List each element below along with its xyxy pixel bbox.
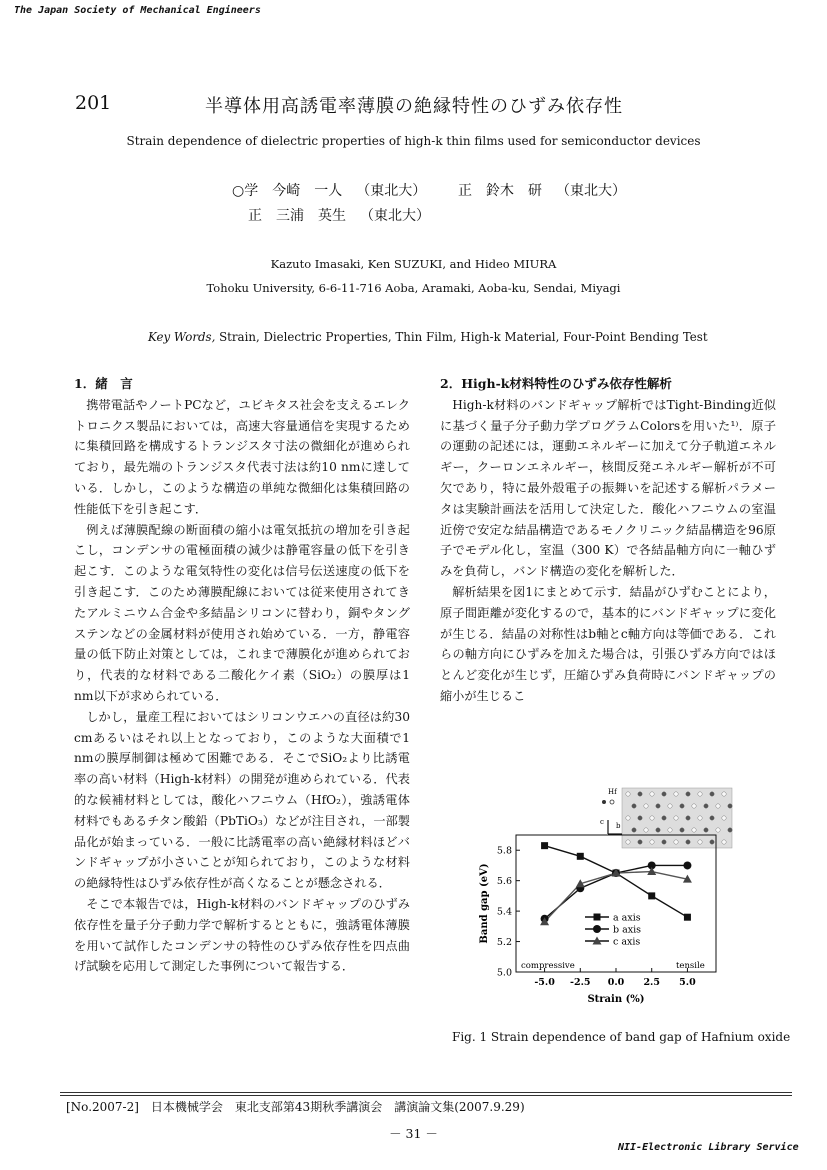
x-tick-label: 2.5 — [643, 977, 660, 988]
crystal-atom — [716, 828, 720, 832]
legend-label: a axis — [613, 912, 641, 924]
hf-atom-icon — [602, 800, 606, 804]
section-1-paragraph-3: しかし，量産工程においてはシリコンウエハの直径は約30 cmあるいはそれ以上となっており，このような大面積で1 nmの膜厚制御は極めて困難である．そこでSiO₂より比誘電率の高い材料（High-k材料）の開発が進められている．代表的な候補材料としては，酸化ハフニウム（HfO₂），強誘電体材料でもあるチタン酸鉛（PbTiO₃）などが注目され，一部製品化が始まっている．一般に比誘電率の高い絶縁材料ほどバンドギャップが小さいことが知られており，このような材料の絶縁特性はひずみ依存性が高くなることが懸念される． — [74, 709, 410, 891]
affiliation-en: Tohoku University, 6-6-11-716 Aoba, Aramaki, Aoba-ku, Sendai, Miyagi — [206, 281, 621, 295]
crystal-atom — [674, 840, 678, 844]
data-point — [684, 914, 691, 921]
crystal-atom — [710, 792, 714, 796]
author-name: 三浦 英生 — [276, 208, 346, 224]
crystal-atom — [686, 792, 690, 796]
x-tick-label: -2.5 — [570, 977, 591, 988]
inset-axis-c: c — [600, 818, 604, 826]
y-tick-label: 5.4 — [496, 906, 512, 918]
paper-number: 201 — [75, 92, 112, 114]
crystal-atom — [674, 816, 678, 820]
x-tick-label: 5.0 — [679, 977, 696, 988]
crystal-atom — [626, 792, 630, 796]
crystal-atom — [662, 792, 666, 796]
paper-title-jp: 半導体用高誘電率薄膜の絶縁特性のひずみ依存性 — [205, 96, 623, 117]
crystal-atom — [632, 828, 636, 832]
crystal-atom — [644, 804, 648, 808]
crystal-atom — [710, 816, 714, 820]
tensile-label: tensile — [676, 961, 705, 971]
authors-en: Kazuto Imasaki, Ken SUZUKI, and Hideo MIURA — [270, 257, 557, 271]
footer-divider — [60, 1095, 792, 1096]
y-axis-label: Band gap (eV) — [479, 863, 490, 944]
y-tick-label: 5.0 — [496, 967, 512, 979]
crystal-atom — [704, 804, 708, 808]
section-2-heading: 2．High-k材料特性のひずみ依存性解析 — [440, 376, 672, 391]
figure-1 — [470, 780, 740, 1029]
legend-label: c axis — [613, 936, 641, 948]
author-affil: （東北大） — [556, 183, 626, 199]
crystal-atom — [668, 804, 672, 808]
crystal-atom — [686, 816, 690, 820]
legend-label: b axis — [613, 924, 642, 936]
y-tick-label: 5.6 — [496, 876, 512, 888]
crystal-atom — [728, 828, 732, 832]
author-2 — [458, 180, 626, 200]
crystal-atom — [698, 792, 702, 796]
keywords — [148, 330, 708, 344]
crystal-atom — [680, 804, 684, 808]
section-2-paragraph-1: High-k材料のバンドギャップ解析ではTight-Binding近似に基づく量子分子動力学プログラムColorsを用いた¹⁾．原子の運動の記述には，運動エネルギーに加えて分子軌道エネルギー，クーロンエネルギー，核間反発エネルギー解析が不可欠であり，特に最外殻電子の振舞いを記述する解析パラメータは実験計画法を活用して決定した．酸化ハフニウムの室温近傍で安定な結晶構造であるモノクリニック結晶構造を96原子でモデル化し，室温（300 K）で各結晶軸方向に一軸ひずみを負荷し，バンド構造の変化を解析した． — [440, 397, 776, 579]
crystal-atom — [650, 840, 654, 844]
crystal-atom — [644, 828, 648, 832]
y-tick-label: 5.8 — [496, 845, 512, 857]
figure-caption: Fig. 1 Strain dependence of band gap of Hafnium oxide — [452, 1030, 791, 1044]
author-mark: 正 — [248, 208, 262, 224]
x-axis-label: Strain (%) — [587, 994, 645, 1005]
crystal-atom — [680, 828, 684, 832]
author-mark: ○学 — [232, 183, 259, 199]
crystal-atom — [668, 828, 672, 832]
section-1-paragraph-1: 携帯電話やノートPCなど，ユビキタス社会を支えるエレクトロニクス製品においては，高速大容量通信を実現するために集積回路を構成するトランジスタ寸法の微細化が進められており，最先端のトランジスタ代表寸法は約10 nmに達している．しかし，このような構造の単純な微細化は集積回路の性能低下を引き起こす． — [74, 397, 410, 516]
o-atom-icon — [610, 800, 614, 804]
section-1-paragraph-4: そこで本報告では，High-k材料のバンドギャップのひずみ依存性を量子分子動力学で解析するとともに，強誘電体薄膜を用いて試作したコンデンサの特性のひずみ依存性を四点曲げ試験を応用して測定した事例について報告する． — [74, 896, 410, 974]
author-affil: （東北大） — [360, 208, 430, 224]
chart-legend — [585, 913, 641, 948]
crystal-atom — [626, 816, 630, 820]
inset-axis-b: b — [616, 822, 621, 830]
crystal-atom — [698, 840, 702, 844]
crystal-atom — [716, 804, 720, 808]
crystal-atom — [692, 828, 696, 832]
y-tick-label: 5.2 — [496, 937, 512, 949]
publication-info: [No.2007-2] 日本機械学会 東北支部第43期秋季講演会 講演論文集(2007.9.29) — [66, 1100, 525, 1114]
crystal-atom — [674, 792, 678, 796]
keywords-label: Key Words, — [148, 330, 216, 344]
x-tick-label: 0.0 — [607, 977, 625, 988]
crystal-atom — [692, 804, 696, 808]
left-column — [74, 374, 410, 977]
crystal-atom — [632, 804, 636, 808]
crystal-atom — [698, 816, 702, 820]
legend-marker — [594, 914, 601, 921]
x-tick-label: -5.0 — [534, 977, 555, 988]
crystal-atom — [722, 816, 726, 820]
crystal-atom — [662, 840, 666, 844]
crystal-atom — [662, 816, 666, 820]
data-point — [683, 861, 691, 869]
crystal-atom — [650, 816, 654, 820]
plot-frame — [516, 835, 716, 972]
series-line-a-axis — [545, 846, 688, 918]
keywords-list: Strain, Dielectric Properties, Thin Film, High-k Material, Four-Point Bending Test — [215, 330, 708, 344]
data-point — [541, 842, 548, 849]
crystal-atom — [656, 828, 660, 832]
crystal-atom — [656, 804, 660, 808]
nii-footer: NII-Electronic Library Service — [618, 1142, 799, 1153]
crystal-atom — [704, 828, 708, 832]
crystal-atom — [722, 840, 726, 844]
right-column — [440, 374, 776, 707]
crystal-atom — [638, 840, 642, 844]
society-header: The Japan Society of Mechanical Engineers — [14, 5, 261, 16]
author-affil: （東北大） — [356, 183, 427, 199]
author-name: 鈴木 研 — [486, 183, 542, 199]
author-mark: 正 — [458, 183, 472, 199]
data-point — [577, 853, 584, 860]
compressive-label: compressive — [521, 961, 575, 971]
section-1-paragraph-2: 例えば薄膜配線の断面積の縮小は電気抵抗の増加を引き起こし，コンデンサの電極面積の減少は静電容量の低下を引き起こす．このような電気特性の変化は信号伝送速度の低下を引き起こす．このため薄膜配線においては従来使用されてきたアルミニウム合金や多結晶シリコンに替わり，銅やタングステンなどの金属材料が使用され始めている．一方，静電容量の低下防止対策としては，これまで薄膜化が進められており，代表的な材料である二酸化ケイ素（SiO₂）の膜厚は1 nm以下が求められている． — [74, 522, 410, 703]
author-1 — [232, 180, 440, 200]
section-1-heading: 1．緒 言 — [74, 376, 133, 391]
legend-marker — [593, 925, 601, 933]
author-3 — [248, 205, 444, 225]
crystal-atom — [686, 840, 690, 844]
footer-divider — [60, 1092, 792, 1093]
section-2-paragraph-2: 解析結果を図1にまとめて示す．結晶がひずむことにより，原子間距離が変化するので，基本的にバンドギャップに変化が生じる．結晶の対称性はb軸とc軸方向は等価である．これらの軸方向にひずみを加えた場合は，引張ひずみ方向ではほとんど変化が生じず，圧縮ひずみ負荷時にバンドギャップの縮小が生じるこ — [440, 584, 776, 703]
data-point — [648, 892, 655, 899]
crystal-atom — [650, 792, 654, 796]
crystal-atom — [728, 804, 732, 808]
crystal-atom — [638, 792, 642, 796]
inset-legend-hf: Hf — [608, 788, 617, 796]
crystal-atom — [638, 816, 642, 820]
author-name: 今崎 一人 — [272, 183, 343, 199]
page-number: － 31 － — [389, 1126, 438, 1141]
crystal-atom — [626, 840, 630, 844]
crystal-atom — [710, 840, 714, 844]
crystal-inset — [600, 788, 732, 848]
band-gap-chart — [470, 780, 740, 1025]
crystal-atom — [722, 792, 726, 796]
paper-title-en: Strain dependence of dielectric properties of high-k thin films used for semiconductor devices — [126, 134, 701, 148]
